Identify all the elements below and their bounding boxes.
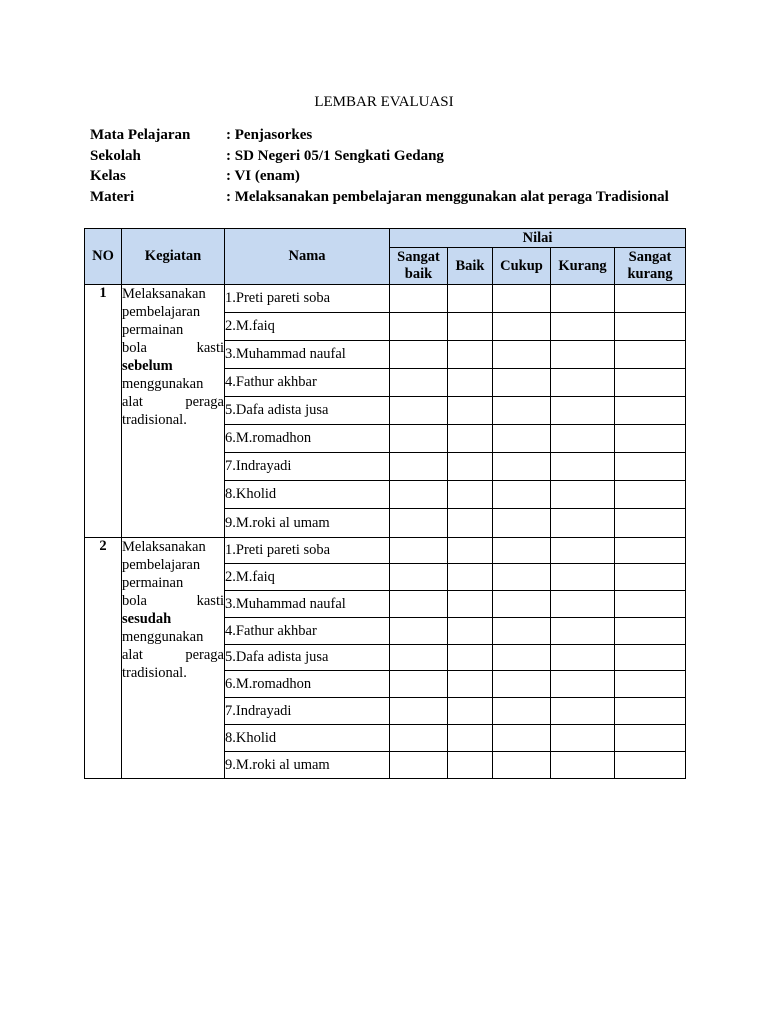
kegiatan-line: pembelajaran	[122, 304, 201, 320]
student-name: 8.Kholid	[225, 481, 390, 509]
info-label: Mata Pelajaran	[90, 127, 191, 143]
score-baik-cell[interactable]	[448, 591, 493, 618]
kegiatan-line: bola kasti	[122, 593, 224, 609]
table-row	[85, 285, 686, 313]
score-sangat-kurang-cell[interactable]	[615, 509, 686, 538]
score-sangat-kurang-cell[interactable]	[615, 618, 686, 645]
score-sangat-baik-cell[interactable]	[390, 285, 448, 313]
student-name: 4.Fathur akhbar	[225, 618, 390, 645]
score-sangat-kurang-cell[interactable]	[615, 671, 686, 698]
table-row	[85, 538, 686, 564]
score-baik-cell[interactable]	[448, 645, 493, 671]
score-cukup-cell[interactable]	[493, 671, 551, 698]
score-cukup-cell[interactable]	[493, 425, 551, 453]
score-kurang-cell[interactable]	[551, 591, 615, 618]
header-kegiatan: Kegiatan	[122, 229, 225, 285]
score-kurang-cell[interactable]	[551, 341, 615, 369]
score-baik-cell[interactable]	[448, 453, 493, 481]
score-baik-cell[interactable]	[448, 698, 493, 725]
score-baik-cell[interactable]	[448, 671, 493, 698]
score-kurang-cell[interactable]	[551, 564, 615, 591]
student-name: 4.Fathur akhbar	[225, 369, 390, 397]
score-sangat-kurang-cell[interactable]	[615, 453, 686, 481]
info-value: : VI (enam)	[226, 168, 300, 184]
score-sangat-kurang-cell[interactable]	[615, 698, 686, 725]
header-sangat-baik: Sangat baik	[390, 248, 448, 285]
header-nilai: Nilai	[390, 229, 686, 248]
kegiatan-line: menggunakan	[122, 376, 204, 392]
score-sangat-baik-cell[interactable]	[390, 425, 448, 453]
score-cukup-cell[interactable]	[493, 698, 551, 725]
score-cukup-cell[interactable]	[493, 509, 551, 538]
header-no: NO	[85, 229, 122, 285]
student-name: 2.M.faiq	[225, 313, 390, 341]
info-label: Sekolah	[90, 147, 141, 164]
score-baik-cell[interactable]	[448, 341, 493, 369]
kegiatan-line: permainan	[122, 575, 184, 591]
score-sangat-baik-cell[interactable]	[390, 481, 448, 509]
score-cukup-cell[interactable]	[493, 564, 551, 591]
score-sangat-baik-cell[interactable]	[390, 564, 448, 591]
student-name: 2.M.faiq	[225, 564, 390, 591]
score-sangat-kurang-cell[interactable]	[615, 341, 686, 369]
score-kurang-cell[interactable]	[551, 698, 615, 725]
score-baik-cell[interactable]	[448, 397, 493, 425]
score-sangat-baik-cell[interactable]	[390, 538, 448, 564]
score-cukup-cell[interactable]	[493, 645, 551, 671]
score-sangat-kurang-cell[interactable]	[615, 481, 686, 509]
score-baik-cell[interactable]	[448, 538, 493, 564]
score-sangat-baik-cell[interactable]	[390, 509, 448, 538]
student-name: 6.M.romadhon	[225, 671, 390, 698]
student-name: 7.Indrayadi	[225, 453, 390, 481]
student-name: 5.Dafa adista jusa	[225, 645, 390, 671]
score-baik-cell[interactable]	[448, 618, 493, 645]
score-cukup-cell[interactable]	[493, 538, 551, 564]
student-name: 7.Indrayadi	[225, 698, 390, 725]
kegiatan-line: alat peraga	[122, 647, 224, 663]
score-cukup-cell[interactable]	[493, 341, 551, 369]
score-sangat-kurang-cell[interactable]	[615, 397, 686, 425]
score-kurang-cell[interactable]	[551, 369, 615, 397]
header-cukup: Cukup	[493, 248, 551, 285]
score-baik-cell[interactable]	[448, 564, 493, 591]
student-name: 3.Muhammad naufal	[225, 341, 390, 369]
score-sangat-kurang-cell[interactable]	[615, 591, 686, 618]
score-sangat-baik-cell[interactable]	[390, 752, 448, 779]
evaluation-table	[84, 228, 686, 779]
kegiatan-cell	[122, 538, 225, 779]
info-value: : Melaksanakan pembelajaran menggunakan alat peraga Tradisional	[226, 188, 669, 205]
score-kurang-cell[interactable]	[551, 481, 615, 509]
score-sangat-baik-cell[interactable]	[390, 725, 448, 752]
score-kurang-cell[interactable]	[551, 645, 615, 671]
info-label: Kelas	[90, 168, 126, 184]
student-name: 9.M.roki al umam	[225, 509, 390, 538]
info-label: Materi	[90, 188, 135, 205]
score-sangat-baik-cell[interactable]	[390, 698, 448, 725]
score-cukup-cell[interactable]	[493, 453, 551, 481]
score-sangat-baik-cell[interactable]	[390, 591, 448, 618]
row-number: 2	[85, 538, 122, 779]
kegiatan-line: Melaksanakan	[122, 539, 206, 555]
score-cukup-cell[interactable]	[493, 618, 551, 645]
score-kurang-cell[interactable]	[551, 538, 615, 564]
row-number: 1	[85, 285, 122, 538]
header-baik: Baik	[448, 248, 493, 285]
score-cukup-cell[interactable]	[493, 591, 551, 618]
kegiatan-line: tradisional.	[122, 665, 187, 681]
score-sangat-baik-cell[interactable]	[390, 313, 448, 341]
student-name: 5.Dafa adista jusa	[225, 397, 390, 425]
score-sangat-kurang-cell[interactable]	[615, 538, 686, 564]
score-sangat-kurang-cell[interactable]	[615, 425, 686, 453]
page-title: LEMBAR EVALUASI	[314, 94, 454, 110]
student-name: 6.M.romadhon	[225, 425, 390, 453]
kegiatan-line: permainan	[122, 322, 184, 338]
student-name: 1.Preti pareti soba	[225, 538, 390, 564]
score-sangat-baik-cell[interactable]	[390, 453, 448, 481]
score-baik-cell[interactable]	[448, 752, 493, 779]
kegiatan-line: pembelajaran	[122, 557, 201, 573]
score-sangat-kurang-cell[interactable]	[615, 369, 686, 397]
score-baik-cell[interactable]	[448, 725, 493, 752]
student-name: 3.Muhammad naufal	[225, 591, 390, 618]
score-baik-cell[interactable]	[448, 425, 493, 453]
score-cukup-cell[interactable]	[493, 481, 551, 509]
score-kurang-cell[interactable]	[551, 453, 615, 481]
score-kurang-cell[interactable]	[551, 313, 615, 341]
score-kurang-cell[interactable]	[551, 671, 615, 698]
score-cukup-cell[interactable]	[493, 725, 551, 752]
header-sangat-kurang: Sangat kurang	[615, 248, 686, 285]
kegiatan-line: alat peraga	[122, 394, 224, 410]
score-kurang-cell[interactable]	[551, 425, 615, 453]
kegiatan-line	[122, 610, 224, 628]
score-sangat-baik-cell[interactable]	[390, 618, 448, 645]
header-nama: Nama	[225, 229, 390, 285]
info-value: : Penjasorkes	[226, 127, 313, 143]
score-kurang-cell[interactable]	[551, 397, 615, 425]
score-cukup-cell[interactable]	[493, 397, 551, 425]
kegiatan-line	[122, 357, 224, 375]
score-sangat-baik-cell[interactable]	[390, 671, 448, 698]
score-kurang-cell[interactable]	[551, 618, 615, 645]
score-baik-cell[interactable]	[448, 285, 493, 313]
score-sangat-baik-cell[interactable]	[390, 645, 448, 671]
kegiatan-cell	[122, 285, 225, 538]
score-kurang-cell[interactable]	[551, 752, 615, 779]
score-baik-cell[interactable]	[448, 509, 493, 538]
student-name: 9.M.roki al umam	[225, 752, 390, 779]
kegiatan-line: tradisional.	[122, 412, 187, 428]
score-cukup-cell[interactable]	[493, 752, 551, 779]
header-kurang: Kurang	[551, 248, 615, 285]
score-sangat-baik-cell[interactable]	[390, 369, 448, 397]
score-sangat-kurang-cell[interactable]	[615, 645, 686, 671]
kegiatan-line: Melaksanakan	[122, 286, 206, 302]
score-kurang-cell[interactable]	[551, 725, 615, 752]
score-cukup-cell[interactable]	[493, 285, 551, 313]
score-sangat-baik-cell[interactable]	[390, 341, 448, 369]
score-kurang-cell[interactable]	[551, 509, 615, 538]
score-sangat-kurang-cell[interactable]	[615, 313, 686, 341]
kegiatan-emphasis: sesudah	[122, 611, 172, 627]
kegiatan-line: menggunakan	[122, 629, 204, 645]
score-sangat-kurang-cell[interactable]	[615, 752, 686, 779]
score-baik-cell[interactable]	[448, 369, 493, 397]
score-sangat-kurang-cell[interactable]	[615, 564, 686, 591]
info-value: : SD Negeri 05/1 Sengkati Gedang	[226, 147, 444, 164]
score-kurang-cell[interactable]	[551, 285, 615, 313]
score-cukup-cell[interactable]	[493, 313, 551, 341]
score-baik-cell[interactable]	[448, 313, 493, 341]
score-sangat-kurang-cell[interactable]	[615, 285, 686, 313]
score-sangat-kurang-cell[interactable]	[615, 725, 686, 752]
score-sangat-baik-cell[interactable]	[390, 397, 448, 425]
student-name: 1.Preti pareti soba	[225, 285, 390, 313]
student-name: 8.Kholid	[225, 725, 390, 752]
kegiatan-emphasis: sebelum	[122, 358, 173, 374]
score-cukup-cell[interactable]	[493, 369, 551, 397]
score-baik-cell[interactable]	[448, 481, 493, 509]
kegiatan-line: bola kasti	[122, 340, 224, 356]
